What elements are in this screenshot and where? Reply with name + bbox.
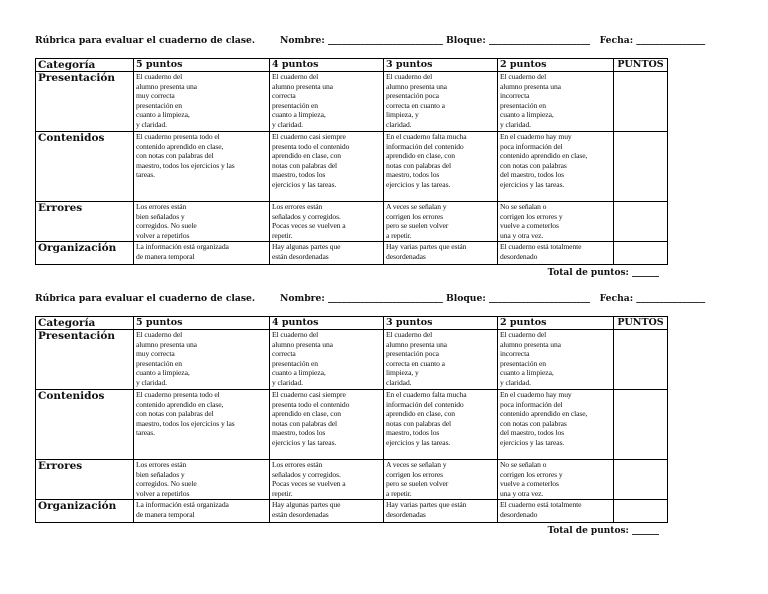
- criterion-line: ejercicios y las tareas.: [272, 437, 337, 447]
- column-header-score: 5 puntos: [134, 59, 270, 72]
- criterion-line: información del contenido: [386, 141, 464, 151]
- criterion-line: repetir.: [272, 230, 293, 240]
- criterion-cell: [270, 242, 384, 265]
- criterion-line: Los errores están: [272, 202, 323, 211]
- criterion-cell: [134, 460, 270, 500]
- criterion-line: El cuaderno está totalmente: [500, 500, 582, 509]
- criterion-cell: [134, 132, 270, 202]
- criterion-cell: [498, 500, 614, 523]
- criterion-line: volver a repetirlos: [136, 488, 190, 498]
- criterion-line: El cuaderno casi siempre: [272, 132, 346, 141]
- criterion-cell: [384, 202, 498, 242]
- criterion-line: notas con palabras del: [386, 418, 452, 428]
- criterion-line: alumno presenta una: [272, 81, 333, 91]
- points-input-cell[interactable]: [614, 72, 668, 132]
- criterion-line: alumno presenta una: [500, 339, 561, 349]
- criterion-line: presenta todo el contenido: [272, 141, 350, 151]
- criterion-line: con notas con palabras del: [136, 151, 214, 161]
- rubric-form-1: [35, 33, 706, 278]
- criterion-cell: [498, 242, 614, 265]
- nombre-field[interactable]: _________________________: [327, 293, 443, 304]
- criterion-cell: [270, 202, 384, 242]
- table-row: [36, 390, 668, 460]
- points-input-cell[interactable]: [614, 242, 668, 265]
- criterion-cell: [384, 460, 498, 500]
- criterion-line: La información está organizada: [136, 500, 229, 509]
- criterion-line: cuanto a limpieza,: [500, 368, 554, 378]
- criterion-line: presentación en: [272, 100, 318, 110]
- criterion-line: limpieza, y: [386, 110, 419, 120]
- points-input-cell[interactable]: [614, 460, 668, 500]
- criterion-line: aprendido en clase, con: [386, 409, 455, 419]
- criterion-line: maestro, todos los: [272, 428, 326, 438]
- criterion-line: tareas.: [136, 170, 155, 180]
- criterion-line: cuanto a limpieza,: [272, 368, 326, 378]
- criterion-line: señalados y corregidos.: [272, 211, 341, 221]
- criterion-line: con notas con palabras: [500, 418, 567, 428]
- criterion-line: Pocas veces se vuelven a: [272, 221, 346, 231]
- criterion-line: de manera temporal: [136, 251, 195, 261]
- bloque-label: Bloque:: [446, 293, 486, 304]
- criterion-cell: [384, 390, 498, 460]
- criterion-line: maestro, todos los: [386, 428, 440, 438]
- criterion-line: pero se suelen volver: [386, 479, 449, 489]
- criterion-line: No se señalan o: [500, 460, 547, 469]
- rubric-header: [35, 33, 706, 49]
- category-label: Errores: [36, 460, 134, 500]
- criterion-cell: [270, 460, 384, 500]
- rubric-table: [35, 316, 668, 523]
- criterion-line: incorrecta: [500, 349, 530, 359]
- criterion-line: desordenado: [500, 509, 538, 519]
- criterion-line: vuelve a cometerlos: [500, 479, 559, 489]
- criterion-line: a repetir.: [386, 488, 412, 498]
- criterion-line: tareas.: [136, 428, 155, 438]
- category-label: Contenidos: [36, 132, 134, 202]
- criterion-line: alumno presenta una: [272, 339, 333, 349]
- criterion-line: A veces se señalan y: [386, 460, 447, 469]
- criterion-cell: [498, 202, 614, 242]
- criterion-cell: [498, 390, 614, 460]
- criterion-line: volver a repetirlos: [136, 230, 190, 240]
- criterion-line: desordenadas: [386, 251, 426, 261]
- rubric-table: [35, 58, 668, 265]
- criterion-line: ejercicios y las tareas.: [272, 179, 337, 189]
- criterion-line: maestro, todos los: [272, 170, 326, 180]
- criterion-line: El cuaderno presenta todo el: [136, 390, 220, 399]
- column-header-score: 4 puntos: [270, 317, 384, 330]
- criterion-line: con notas con palabras del: [136, 409, 214, 419]
- criterion-line: limpieza, y: [386, 368, 419, 378]
- criterion-line: presentación poca: [386, 349, 439, 359]
- rubric-form-2: [35, 291, 706, 536]
- criterion-line: En el cuaderno falta mucha: [386, 390, 467, 399]
- criterion-line: y claridad.: [500, 377, 531, 387]
- criterion-line: El cuaderno del: [136, 72, 183, 81]
- criterion-line: No se señalan o: [500, 202, 547, 211]
- criterion-cell: [270, 132, 384, 202]
- criterion-line: El cuaderno del: [500, 72, 547, 81]
- header-fields: [280, 35, 705, 46]
- header-fields: [280, 293, 705, 304]
- criterion-line: maestro, todos los ejercicios y las: [136, 160, 235, 170]
- criterion-line: aprendido en clase, con: [272, 409, 341, 419]
- criterion-line: desordenado: [500, 251, 538, 261]
- criterion-line: corrigen los errores y: [500, 469, 563, 479]
- nombre-label: Nombre:: [280, 35, 325, 46]
- category-label: Errores: [36, 202, 134, 242]
- criterion-line: desordenadas: [386, 509, 426, 519]
- criterion-line: cuanto a limpieza,: [136, 110, 190, 120]
- criterion-line: ejercicios y las tareas.: [500, 437, 565, 447]
- criterion-line: claridad.: [386, 377, 412, 387]
- criterion-line: maestro, todos los: [386, 170, 440, 180]
- column-header-puntos: PUNTOS: [614, 317, 668, 330]
- criterion-line: alumno presenta una: [500, 81, 561, 91]
- criterion-line: El cuaderno del: [272, 330, 319, 339]
- category-label: Presentación: [36, 330, 134, 390]
- criterion-cell: [384, 330, 498, 390]
- criterion-line: muy correcta: [136, 91, 175, 101]
- table-row: [36, 242, 668, 265]
- criterion-cell: [270, 500, 384, 523]
- criterion-line: correcta: [272, 91, 296, 101]
- criterion-line: cuanto a limpieza,: [272, 110, 326, 120]
- criterion-line: y claridad.: [500, 119, 531, 129]
- criterion-line: maestro, todos los ejercicios y las: [136, 418, 235, 428]
- criterion-line: corrigen los errores: [386, 211, 444, 221]
- criterion-line: El cuaderno del: [500, 330, 547, 339]
- criterion-line: contenido aprendido en clase,: [500, 409, 588, 419]
- table-row: [36, 132, 668, 202]
- criterion-cell: [270, 330, 384, 390]
- criterion-line: El cuaderno presenta todo el: [136, 132, 220, 141]
- points-input-cell[interactable]: [614, 202, 668, 242]
- criterion-line: claridad.: [386, 119, 412, 129]
- criterion-line: El cuaderno está totalmente: [500, 242, 582, 251]
- criterion-line: correcta en cuanto a: [386, 358, 445, 368]
- criterion-line: notas con palabras del: [272, 418, 338, 428]
- table-row: [36, 330, 668, 390]
- category-label: Organización: [36, 500, 134, 523]
- rubric-header: [35, 291, 706, 307]
- criterion-line: correcta en cuanto a: [386, 100, 445, 110]
- criterion-line: Los errores están: [272, 460, 323, 469]
- criterion-line: El cuaderno del: [386, 72, 433, 81]
- column-header-category: Categoría: [36, 59, 134, 72]
- criterion-cell: [498, 460, 614, 500]
- criterion-line: A veces se señalan y: [386, 202, 447, 211]
- category-label: Contenidos: [36, 390, 134, 460]
- points-input-cell[interactable]: [614, 500, 668, 523]
- criterion-line: La información está organizada: [136, 242, 229, 251]
- criterion-line: El cuaderno del: [136, 330, 183, 339]
- criterion-cell: [134, 390, 270, 460]
- criterion-cell: [134, 202, 270, 242]
- criterion-line: presentación en: [500, 358, 546, 368]
- criterion-line: presentación poca: [386, 91, 439, 101]
- criterion-line: están desordenadas: [272, 251, 329, 261]
- criterion-line: incorrecta: [500, 91, 530, 101]
- table-row: [36, 460, 668, 500]
- criterion-line: a repetir.: [386, 230, 412, 240]
- criterion-line: alumno presenta una: [386, 339, 447, 349]
- criterion-line: presentación en: [500, 100, 546, 110]
- criterion-cell: [498, 132, 614, 202]
- criterion-cell: [384, 242, 498, 265]
- column-header-score: 4 puntos: [270, 59, 384, 72]
- criterion-line: contenido aprendido en clase,: [136, 141, 224, 151]
- nombre-field[interactable]: _________________________: [327, 35, 443, 46]
- criterion-cell: [134, 330, 270, 390]
- criterion-line: Hay algunas partes que: [272, 500, 341, 509]
- criterion-line: vuelve a cometerlos: [500, 221, 559, 231]
- rubric-title: Rúbrica para evaluar el cuaderno de clase.: [35, 35, 256, 46]
- criterion-line: Hay algunas partes que: [272, 242, 341, 251]
- criterion-line: están desordenadas: [272, 509, 329, 519]
- criterion-line: corregidos. No suele: [136, 221, 197, 231]
- table-row: [36, 202, 668, 242]
- table-row: [36, 72, 668, 132]
- criterion-line: y claridad.: [272, 119, 303, 129]
- criterion-line: bien señalados y: [136, 211, 185, 221]
- criterion-line: Pocas veces se vuelven a: [272, 479, 346, 489]
- criterion-line: ejercicios y las tareas.: [500, 179, 565, 189]
- total-points[interactable]: Total de puntos: ______: [547, 268, 659, 278]
- table-header-row: [36, 59, 668, 72]
- criterion-line: aprendido en clase, con: [272, 151, 341, 161]
- criterion-line: Hay varias partes que están: [386, 242, 467, 251]
- fecha-field[interactable]: _______________: [636, 35, 706, 46]
- criterion-cell: [134, 242, 270, 265]
- points-input-cell[interactable]: [614, 330, 668, 390]
- criterion-line: El cuaderno del: [272, 72, 319, 81]
- criterion-line: señalados y corregidos.: [272, 469, 341, 479]
- criterion-line: pero se suelen volver: [386, 221, 449, 231]
- criterion-line: cuanto a limpieza,: [500, 110, 554, 120]
- criterion-cell: [498, 72, 614, 132]
- criterion-cell: [270, 72, 384, 132]
- criterion-cell: [134, 500, 270, 523]
- table-row: [36, 500, 668, 523]
- bloque-label: Bloque:: [446, 35, 486, 46]
- bloque-field[interactable]: ______________________: [488, 293, 590, 304]
- criterion-line: contenido aprendido en clase,: [136, 399, 224, 409]
- fecha-field[interactable]: _______________: [636, 293, 706, 304]
- points-input-cell[interactable]: [614, 390, 668, 460]
- total-points[interactable]: Total de puntos: ______: [547, 526, 659, 536]
- criterion-line: presentación en: [272, 358, 318, 368]
- criterion-line: de manera temporal: [136, 509, 195, 519]
- criterion-line: bien señalados y: [136, 469, 185, 479]
- criterion-line: alumno presenta una: [136, 81, 197, 91]
- criterion-line: correcta: [272, 349, 296, 359]
- table-header-row: [36, 317, 668, 330]
- criterion-line: poca información del: [500, 141, 563, 151]
- criterion-line: repetir.: [272, 488, 293, 498]
- criterion-line: Los errores están: [136, 202, 187, 211]
- criterion-line: cuanto a limpieza,: [136, 368, 190, 378]
- criterion-line: poca información del: [500, 399, 563, 409]
- criterion-line: del maestro, todos los: [500, 170, 565, 180]
- column-header-category: Categoría: [36, 317, 134, 330]
- criterion-line: ejercicios y las tareas.: [386, 179, 451, 189]
- points-input-cell[interactable]: [614, 132, 668, 202]
- criterion-line: información del contenido: [386, 399, 464, 409]
- column-header-score: 3 puntos: [384, 317, 498, 330]
- category-label: Organización: [36, 242, 134, 265]
- criterion-line: y claridad.: [136, 119, 167, 129]
- column-header-score: 3 puntos: [384, 59, 498, 72]
- rubric-title: Rúbrica para evaluar el cuaderno de clase.: [35, 293, 256, 304]
- criterion-cell: [384, 132, 498, 202]
- nombre-label: Nombre:: [280, 293, 325, 304]
- criterion-line: Hay varias partes que están: [386, 500, 467, 509]
- criterion-line: del maestro, todos los: [500, 428, 565, 438]
- criterion-line: y claridad.: [272, 377, 303, 387]
- criterion-cell: [270, 390, 384, 460]
- criterion-line: presentación en: [136, 100, 182, 110]
- criterion-line: presentación en: [136, 358, 182, 368]
- criterion-line: corrigen los errores y: [500, 211, 563, 221]
- bloque-field[interactable]: ______________________: [488, 35, 590, 46]
- criterion-line: alumno presenta una: [386, 81, 447, 91]
- criterion-cell: [384, 500, 498, 523]
- criterion-cell: [134, 72, 270, 132]
- criterion-cell: [498, 330, 614, 390]
- fecha-label: Fecha:: [599, 293, 634, 304]
- criterion-line: con notas con palabras: [500, 160, 567, 170]
- criterion-line: Los errores están: [136, 460, 187, 469]
- criterion-line: corrigen los errores: [386, 469, 444, 479]
- criterion-line: El cuaderno del: [386, 330, 433, 339]
- criterion-line: En el cuaderno falta mucha: [386, 132, 467, 141]
- column-header-score: 5 puntos: [134, 317, 270, 330]
- criterion-line: contenido aprendido en clase,: [500, 151, 588, 161]
- criterion-line: una y otra vez.: [500, 488, 544, 498]
- criterion-line: y claridad.: [136, 377, 167, 387]
- column-header-score: 2 puntos: [498, 59, 614, 72]
- criterion-line: El cuaderno casi siempre: [272, 390, 346, 399]
- criterion-line: muy correcta: [136, 349, 175, 359]
- criterion-line: notas con palabras del: [386, 160, 452, 170]
- criterion-line: una y otra vez.: [500, 230, 544, 240]
- criterion-line: En el cuaderno hay muy: [500, 132, 572, 141]
- criterion-line: En el cuaderno hay muy: [500, 390, 572, 399]
- criterion-line: aprendido en clase, con: [386, 151, 455, 161]
- column-header-puntos: PUNTOS: [614, 59, 668, 72]
- criterion-cell: [384, 72, 498, 132]
- category-label: Presentación: [36, 72, 134, 132]
- fecha-label: Fecha:: [599, 35, 634, 46]
- criterion-line: presenta todo el contenido: [272, 399, 350, 409]
- criterion-line: alumno presenta una: [136, 339, 197, 349]
- criterion-line: notas con palabras del: [272, 160, 338, 170]
- criterion-line: corregidos. No suele: [136, 479, 197, 489]
- criterion-line: ejercicios y las tareas.: [386, 437, 451, 447]
- column-header-score: 2 puntos: [498, 317, 614, 330]
